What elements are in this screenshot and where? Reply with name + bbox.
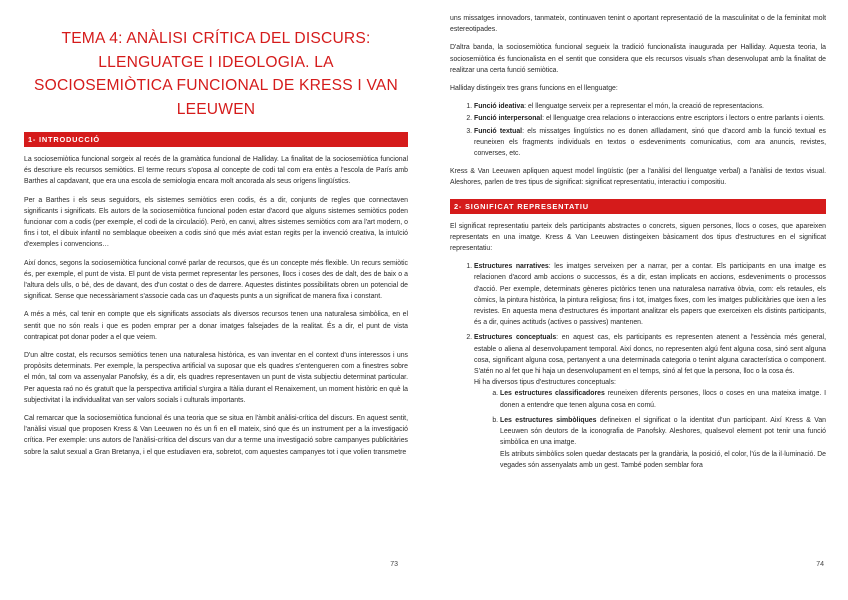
paragraph: uns missatges innovadors, tanmateix, continuaven tenint o aportant representació de la masculinitat o de la feminitat molt estereotipades. — [450, 15, 826, 34]
paragraph: La sociosemiòtica funcional sorgeix al recés de la gramàtica funcional de Halliday. La finalitat de la sociosemiòtica funcional és descriure els recursos semiòtics. El terme recurs s'oposa al concepte de codi tal com era entès a l'escola de París amb Barthes al capdavant, que era una escola de semiologia encara molt ancorada als seus orígens lingüístics. — [24, 156, 408, 186]
paragraph: Per a Barthes i els seus seguidors, els sistemes semiòtics eren codis, és a dir, conjunts de regles que connectaven significants i significats. Els autors de la sociosemiòtica funcional poden estar d'acord que alguns sistemes semiòtics poden funcionar com a codis (per exemple, el codi de la circulació). Però, en canvi, altres sistemes semiòtics com ara l'art modern, o fins i tot, el dibuix infantil no semblaque obeeixen a codis sinó que més aviat estan regits per la invenció creativa, la intuïció d'exemples i convencions… — [24, 196, 408, 249]
right-page — [424, 0, 848, 600]
document-title: TEMA 4: ANÀLISI CRÍTICA DEL DISCURS: LLENGUATGE I IDEOLOGIA. LA SOCIOSEMIÒTICA FUNCIONAL DE KRESS I VAN LEEUWEN — [34, 30, 398, 118]
structures-list — [450, 261, 826, 471]
list-item: 2. Estructures conceptuals: en aquest cas, els participants es representen atenent a l'essència més general, estable o aliena al desenvolupament temporal. Així doncs, no representen algú fent alguna cosa, sinó sent alguna cosa, significant alguna cosa, pertanyent a una determinada categoria o tenint alguna característica o component. S'atén no al fet que hi haja un desenvolupament en el temps, sinó al fet que la persona, lloc o la cosa és. Hi ha diversos tipus d'estructures conceptuals: a. Les estructures classificadores reuneixen diferents persones, llocs o coses en una mateixa imatge. I donen a entendre que tenen alguna cosa en comú. b. Les estructures simbòliques defineixen el significat o la identitat d'un participant. Així Kress & Van Leeuwen són deutors de la iconografia de Panofsky. Aleshores, qualsevol element pot tenir una funció simbòlica en una imatge. Els atributs simbòlics solen quedar destacats per la grandària, la posició, el color, l'ús de la il·luminació. De vegades són assenyalats amb un gest. També poden semblar fora — [474, 332, 826, 470]
section-heading-significat-representatiu: 2- SIGNIFICAT REPRESENTATIU — [450, 199, 826, 214]
paragraph: Halliday distingeix tres grans funcions en el llenguatge: — [450, 85, 618, 93]
paragraph: A més a més, cal tenir en compte que els significats associats als diversos recursos tenen una naturalesa simbòlica, en el sentit que no són reals i que es poden emprar per a donar imatges falsejades de la realitat. És a dir, el punt de vista contrapicat pot donar poder a el que veiem. — [24, 311, 408, 341]
paragraph: D'altra banda, la sociosemiòtica funcional segueix la tradició funcionalista inaugurada per Halliday. Aquesta teoria, la sociosemiòtica és funcionalista en el sentit que considera que els recursos visuals s'han desenvolupat amb la finalitat de realitzar una certa funció semiòtica. — [450, 44, 826, 74]
page-number: 73 — [390, 561, 398, 568]
section-heading-introduccio: 1- INTRODUCCIÓ — [24, 132, 408, 147]
functions-list — [450, 101, 826, 159]
paragraph: Kress & Van Leeuwen apliquen aquest model lingüístic (per a l'anàlisi del llenguatge verbal) a l'anàlisi de textos visual. Aleshores, parlen de tres tipus de significat: significat representatiu, interactiu i compositiu. — [450, 168, 826, 187]
list-item: a. Les estructures classificadores reuneixen diferents persones, llocs o coses en una mateixa imatge. I donen a entendre que tenen alguna cosa en comú. — [500, 388, 826, 410]
conceptual-sublist — [474, 388, 826, 470]
list-item: 3. Funció textual: els missatges lingüístics no es donen aïlladament, sinó que d'acord amb la funció textual es reuneixen els fragments individuals en textos o esdeveniments comunicatius, com ara anuncis, revistes, converses, etc. — [474, 126, 826, 160]
paragraph: El significat representatiu parteix dels participants abstractes o concrets, siguen persones, llocs o coses, que apareixen representats en una imatge. Kress & Van Leeuwen distingeixen bàsicament dos tipus d'estructures en el significat representatiu: — [450, 222, 826, 253]
list-item: 1. Funció ideativa: el llenguatge serveix per a representar el món, la creació de representacions. — [474, 101, 826, 112]
structures-note: Hi ha diversos tipus d'estructures conceptuals: — [474, 379, 616, 387]
list-item: 2. Funció interpersonal: el llenguatge crea relacions o interaccions entre escriptors i lectors o entre parlants i oients. — [474, 113, 826, 124]
sub-note: Els atributs simbòlics solen quedar destacats per la grandària, la posició, el color, l'ús de la il·luminació. De vegades són assenyalats amb un gest. També poden semblar fora — [500, 450, 826, 469]
paragraph: Així doncs, segons la sociosemiòtica funcional convé parlar de recursos, que és un concepte més flexible. Un recurs semiòtic és, per exemple, el punt de vista. El punt de vista permet representar les persones, llocs i coses des de dalt, des de baix o a l'altura dels ulls, o bé, des de davant, des d'un costat o des de darrere. Aquestes distintes possibilitats obren un potencial de significat. Sense que necessàriament s'associe cada cas un d'aquests punts a un significat de manera fixa i constant. — [24, 259, 408, 301]
page-number: 74 — [816, 561, 824, 568]
paragraph: Cal remarcar que la sociosemiòtica funcional és una teoria que se situa en l'àmbit anàlisi-crítica del discurs. En aquest sentit, l'anàlisi visual que proposen Kress & Van Leeuwen no és un fi en ell mateix, sinó que és un instrument per a la investigació crítica. Per exemple: uns autors de l'anàlisi-crítica del discurs van dur a terme una investigació sobre campanyes publicitàries sobre la salut sexual a Gran Bretanya, i el que estudiaven era, sobretot, com aquestes campanyes tot i que volien transmetre — [24, 415, 408, 456]
list-item: 1. Estructures narratives: les imatges serveixen per a narrar, per a contar. Els participants en una imatge es relacionen d'acord amb accions o successos, és a dir, estan implicats en accions, esdeveniments o processos d'acció. Per exemple, determinats gèneres pictòrics tenen una naturalesa narrativa òbvia, com: els retaules, els còmics, la pintura històrica, la pintura religiosa; fins i tot, imatges fixes, com les imatges publicitàries que ixen a les revistes. En aquesta mena d'estructures és important analitzar els papers que exerceixen els distints participants, és a dir, quines actituds (actives o passives) mantenen. — [474, 261, 826, 328]
paragraph: D'un altre costat, els recursos semiòtics tenen una naturalesa històrica, es van inventar en el context d'uns interessos i uns propòsits determinats. Per exemple, la perspectiva artificial va suposar que els quadres s'entengueren com a finestres sobre el món, tal com va assenyalar Panofsky, és a dir, els quadres representaven un punt de vista subjectiu determinat particular. Per aquesta raó no és gratuït que la perspectiva artificial s'urgira a Itàlia durant el Renaixement, un moment històric en què la subjectivitat i la individualitat van ser valors socials i culturals importants. — [24, 352, 408, 404]
list-item: b. Les estructures simbòliques defineixen el significat o la identitat d'un participant. Així Kress & Van Leeuwen són deutors de la iconografia de Panofsky. Aleshores, qualsevol element pot tenir una funció simbòlica en una imatge. Els atributs simbòlics solen quedar destacats per la grandària, la posició, el color, l'ús de la il·luminació. De vegades són assenyalats amb un gest. També poden semblar fora — [500, 415, 826, 471]
